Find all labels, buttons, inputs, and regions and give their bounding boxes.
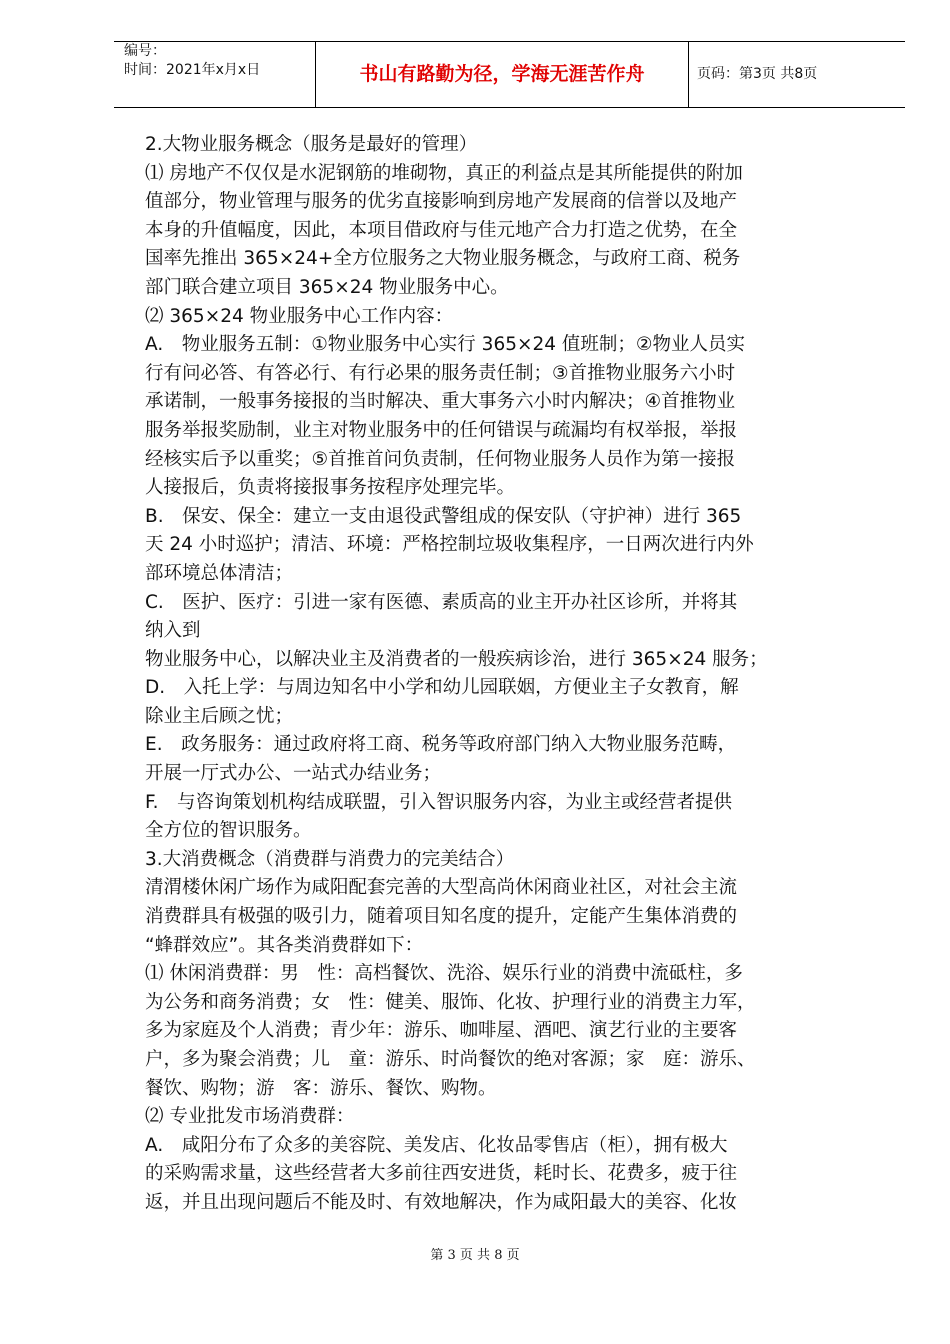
text-line: F. 与咨询策划机构结成联盟，引入智识服务内容，为业主或经营者提供 (145, 791, 733, 813)
document-body (145, 131, 885, 1218)
code-label: 编号： (124, 43, 166, 59)
text-line: 清渭楼休闲广场作为咸阳配套完善的大型高尚休闲商业社区，对社会主流 (145, 877, 738, 899)
header-page-number: 页码：第3页 共8页 (697, 66, 818, 82)
text-line: 天 24 小时巡护；清洁、环境：严格控制垃圾收集程序，一日两次进行内外 (145, 534, 754, 556)
text-line: ⑵ 专业批发市场消费群： (145, 1106, 355, 1128)
text-line: ⑴ 房地产不仅仅是水泥钢筋的堆砌物，真正的利益点是其所能提供的附加 (145, 162, 743, 184)
text-line: 2.大物业服务概念（服务是最好的管理） (145, 134, 478, 155)
text-line: 国率先推出 365×24+全方位服务之大物业服务概念，与政府工商、税务 (145, 248, 741, 270)
text-line: “蜂群效应”。其各类消费群如下： (145, 934, 424, 956)
text-line: ⑴ 休闲消费群：男 性：高档餐饮、洗浴、娱乐行业的消费中流砥柱，多 (145, 963, 743, 985)
header-meta (114, 42, 316, 107)
text-line: 部环境总体清洁； (145, 562, 294, 584)
text-line: 人接报后，负责将接报事务按程序处理完毕。 (145, 477, 516, 499)
text-line: 值部分，物业管理与服务的优劣直接影响到房地产发展商的信誉以及地产 (145, 191, 738, 213)
text-line: A. 物业服务五制：①物业服务中心实行 365×24 值班制；②物业人员实 (145, 334, 745, 356)
text-line: 经核实后予以重奖；⑤首推首问负责制，任何物业服务人员作为第一接报 (145, 448, 736, 470)
text-line: 多为家庭及个人消费；青少年：游乐、咖啡屋、酒吧、演艺行业的主要客 (145, 1020, 738, 1042)
text-line: 餐饮、购物；游 客：游乐、餐饮、购物。 (145, 1077, 497, 1099)
text-line: 部门联合建立项目 365×24 物业服务中心。 (145, 276, 509, 298)
text-line: A. 咸阳分布了众多的美容院、美发店、化妆品零售店（柜），拥有极大 (145, 1134, 728, 1156)
text-line: 物业服务中心，以解决业主及消费者的一般疾病诊治，进行 365×24 服务； (145, 648, 768, 670)
text-line: 为公务和商务消费；女 性：健美、服饰、化妆、护理行业的消费主力军， (145, 991, 756, 1013)
page-footer: 第 3 页 共 8 页 (430, 1248, 520, 1263)
text-line: C. 医护、医疗：引进一家有医德、素质高的业主开办社区诊所，并将其 (145, 591, 738, 613)
text-line: 除业主后顾之忧； (145, 705, 294, 727)
text-line: 行有问必答、有答必行、有行必果的服务责任制；③首推物业服务六小时 (145, 362, 736, 384)
text-line: ⑵ 365×24 物业服务中心工作内容： (145, 305, 454, 327)
text-line: 返，并且出现问题后不能及时、有效地解决，作为咸阳最大的美容、化妆 (145, 1191, 738, 1213)
text-line: 服务举报奖励制，业主对物业服务中的任何错误与疏漏均有权举报，举报 (145, 419, 738, 441)
text-line: 消费群具有极强的吸引力，随着项目知名度的提升，定能产生集体消费的 (145, 906, 738, 928)
text-line: 户，多为聚会消费；儿 童：游乐、时尚餐饮的绝对客源；家 庭：游乐、 (145, 1049, 756, 1070)
text-line: B. 保安、保全：建立一支由退役武警组成的保安队（守护神）进行 365 (145, 505, 742, 527)
text-line: 的采购需求量，这些经营者大多前往西安进货，耗时长、花费多，疲于往 (145, 1163, 738, 1185)
text-line: D. 入托上学：与周边知名中小学和幼儿园联姻，方便业主子女教育，解 (145, 677, 739, 699)
text-line: 承诺制，一般事务接报的当时解决、重大事务六小时内解决；④首推物业 (145, 391, 736, 413)
text-line: 全方位的智识服务。 (145, 820, 312, 842)
text-line: 3.大消费概念（消费群与消费力的完美结合） (145, 848, 515, 870)
text-line: 开展一厅式办公、一站式办结业务； (145, 763, 442, 785)
header-motto: 书山有路勤为径，学海无涯苦作舟 (316, 42, 689, 107)
text-line: 纳入到 (145, 620, 201, 642)
page-header (114, 41, 905, 108)
text-line: 本身的升值幅度，因此，本项目借政府与佳元地产合力打造之优势，在全 (145, 219, 738, 241)
time-label: 时间：2021年x月x日 (124, 62, 261, 78)
text-line: E. 政务服务：通过政府将工商、税务等政府部门纳入大物业服务范畴， (145, 734, 737, 756)
